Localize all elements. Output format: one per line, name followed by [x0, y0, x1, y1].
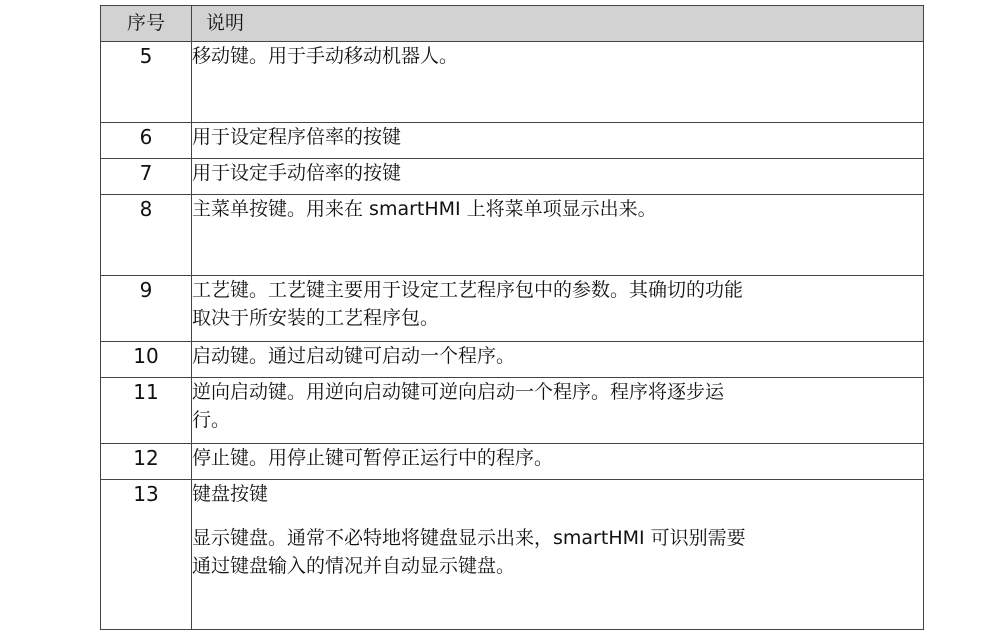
description-line: 停止键。用停止键可暂停正运行中的程序。 [192, 447, 554, 469]
table-row [101, 480, 924, 630]
description-line: 移动键。用于手动移动机器人。 [192, 45, 459, 67]
table-header [101, 6, 924, 42]
row-description [192, 276, 924, 342]
description-line: 用于设定程序倍率的按键 [192, 126, 402, 148]
table-row [101, 378, 924, 444]
row-description [192, 123, 924, 159]
table-row [101, 42, 924, 123]
row-number: 8 [101, 195, 192, 276]
description-title: 键盘按键 [192, 483, 269, 505]
description-line: 启动键。通过启动键可启动一个程序。 [192, 345, 516, 367]
header-row [101, 6, 924, 42]
row-description [192, 444, 924, 480]
row-number: 10 [101, 342, 192, 378]
description-line: 取决于所安装的工艺程序包。 [192, 307, 440, 329]
row-number: 9 [101, 276, 192, 342]
description-line: 主菜单按键。用来在 smartHMI 上将菜单项显示出来。 [192, 198, 657, 220]
table-row [101, 123, 924, 159]
row-description [192, 480, 924, 630]
table-row [101, 342, 924, 378]
row-number: 5 [101, 42, 192, 123]
header-description: 说明 [192, 6, 924, 42]
description-line: 工艺键。工艺键主要用于设定工艺程序包中的参数。其确切的功能 [192, 279, 744, 301]
table-row [101, 444, 924, 480]
description-line: 行。 [192, 409, 231, 431]
description-line: 用于设定手动倍率的按键 [192, 162, 402, 184]
table-body [101, 42, 924, 630]
row-number: 7 [101, 159, 192, 195]
row-description [192, 42, 924, 123]
row-description [192, 342, 924, 378]
table-row [101, 195, 924, 276]
row-description [192, 378, 924, 444]
row-number: 11 [101, 378, 192, 444]
row-number: 6 [101, 123, 192, 159]
table-row [101, 159, 924, 195]
row-description [192, 159, 924, 195]
description-line: 逆向启动键。用逆向启动键可逆向启动一个程序。程序将逐步运 [192, 381, 725, 403]
description-line: 显示键盘。通常不必特地将键盘显示出来，smartHMI 可识别需要 [192, 527, 746, 549]
row-number: 12 [101, 444, 192, 480]
description-line: 通过键盘输入的情况并自动显示键盘。 [192, 555, 516, 577]
header-number: 序号 [101, 6, 192, 42]
row-number: 13 [101, 480, 192, 630]
row-description [192, 195, 924, 276]
key-description-table [100, 5, 924, 630]
table-row [101, 276, 924, 342]
